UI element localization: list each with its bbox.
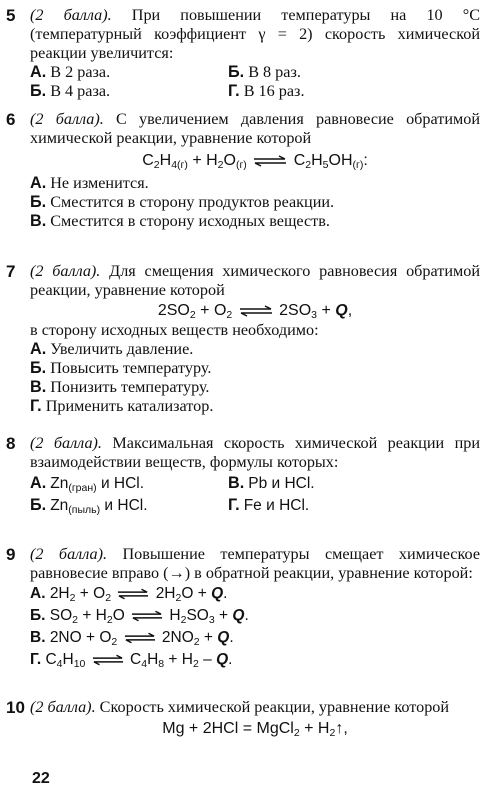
question-number: 10 bbox=[6, 698, 25, 717]
option-g[interactable]: Г. Fe и HCl. bbox=[228, 496, 310, 514]
reaction-equation: $C_2H_{4(г)} + H_2O_{(г)}$ $C_2H_5OH_{(г)}$: bbox=[142, 152, 368, 171]
option-v[interactable]: В. Сместится в сторону исходных веществ. bbox=[30, 212, 330, 230]
points-label: (2 балла). bbox=[30, 262, 101, 280]
points-label: (2 балла). bbox=[30, 434, 102, 452]
equilibrium-arrow-icon bbox=[92, 654, 124, 666]
points-label: (2 балла). bbox=[30, 110, 104, 128]
equilibrium-arrow-icon bbox=[124, 632, 156, 644]
option-a[interactable]: А. Увеличить давление. bbox=[30, 340, 194, 358]
options-row bbox=[30, 63, 480, 82]
option-b[interactable]: Б. Сместится в сторону продуктов реакции. bbox=[30, 193, 335, 211]
points-label: (2 балла). bbox=[30, 6, 112, 24]
option-g[interactable]: Г. Применить катализатор. bbox=[30, 397, 214, 415]
option-a[interactable]: А. Не изменится. bbox=[30, 174, 149, 192]
question-number: 8 bbox=[6, 434, 16, 453]
option-b[interactable]: Б. $SO_2 + H_2O$ $H_2SO_3 + Q$. bbox=[30, 607, 249, 626]
points-label: (2 балла). bbox=[30, 545, 108, 563]
reaction-equation: Mg + 2HCl = MgCl$_2$ + $H_2↑$, bbox=[162, 720, 348, 739]
option-a[interactable]: А. $Zn_{(гран)}$ и HCl. bbox=[30, 474, 145, 494]
question-stem: (2 балла). Для смещения химического равновесия обратимой реакции, уравнение которой bbox=[30, 262, 480, 299]
option-b[interactable]: Б. Повысить температуру. bbox=[30, 359, 212, 377]
options-row bbox=[30, 474, 480, 493]
question-stem: (2 балла). Скорость химической реакции, уравнение которой bbox=[30, 698, 450, 716]
option-g[interactable]: Г. $C_4H_{10}$ $C_4H_8 + H_2 - Q$. bbox=[30, 651, 233, 670]
option-v[interactable]: В. Pb и HCl. bbox=[228, 474, 315, 492]
option-v[interactable]: В. Понизить температуру. bbox=[30, 378, 210, 396]
option-a[interactable]: А. В 2 раза. bbox=[30, 63, 111, 81]
question-stem: (2 балла). Повышение температуры смещает химическое равновесие вправо (→) в обратной реакции, уравнение которой: bbox=[30, 545, 481, 582]
question-number: 9 bbox=[6, 545, 16, 564]
options-row bbox=[30, 496, 480, 515]
option-b[interactable]: Б. $Zn_{(пыль)}$ и HCl. bbox=[30, 496, 148, 516]
question-number: 7 bbox=[6, 262, 16, 281]
equilibrium-arrow-icon bbox=[253, 155, 287, 167]
reaction-equation: $2SO_2 + O_2$ $2SO_3 + Q$, bbox=[157, 302, 353, 321]
question-number: 6 bbox=[6, 110, 16, 129]
points-label: (2 балла). bbox=[30, 698, 96, 716]
equilibrium-arrow-icon bbox=[131, 610, 163, 622]
equilibrium-arrow-icon bbox=[117, 588, 149, 600]
option-g[interactable]: Г. В 16 раз. bbox=[228, 82, 305, 100]
options-row bbox=[30, 82, 480, 101]
page-number: 22 bbox=[32, 770, 50, 787]
option-b2[interactable]: Б. В 4 раза. bbox=[30, 82, 111, 100]
option-b[interactable]: Б. В 8 раз. bbox=[228, 63, 301, 81]
equilibrium-arrow-icon bbox=[239, 305, 273, 317]
question-number: 5 bbox=[6, 6, 16, 25]
question-stem: (2 балла). С увеличением давления равновесие обратимой химической реакции, уравнение которой bbox=[30, 110, 480, 147]
question-stem-continued: в сторону исходных веществ необходимо: bbox=[30, 321, 319, 339]
option-a[interactable]: А. $2H_2 + O_2$ $2H_2O + Q$. bbox=[30, 585, 228, 604]
question-stem: (2 балла). При повышении температуры на 10 °С (температурный коэффициент γ = 2) скорость химической реакции увеличится: bbox=[30, 6, 480, 62]
option-v[interactable]: В. $2NO + O_2$ $2NO_2 + Q$. bbox=[30, 629, 234, 648]
question-stem: (2 балла). Максимальная скорость химической реакции при взаимодействии веществ, формулы которых: bbox=[30, 434, 481, 471]
